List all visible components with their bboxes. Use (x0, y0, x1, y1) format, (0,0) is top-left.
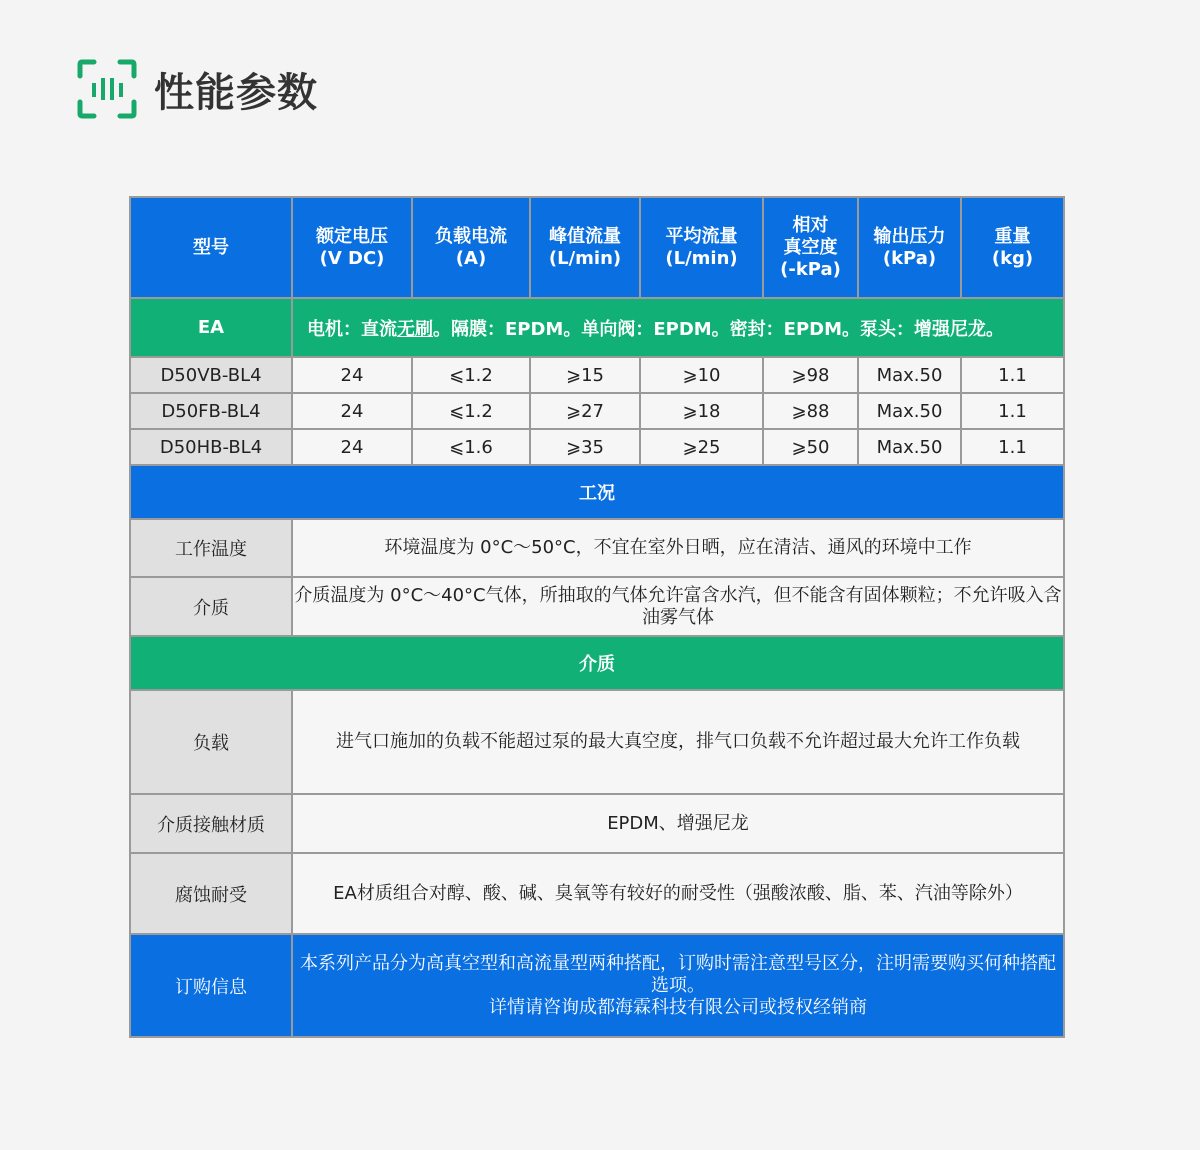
media-row (130, 690, 1064, 794)
row-label: 订购信息 (130, 934, 292, 1037)
table-cell: 24 (292, 429, 412, 465)
table-cell: Max.50 (858, 357, 961, 393)
table-cell: ⩽1.2 (412, 357, 530, 393)
col-header-weight: 重量 (kg) (961, 197, 1064, 298)
section-title: 介质 (130, 636, 1064, 690)
table-cell: 24 (292, 393, 412, 429)
table-cell: 1.1 (961, 357, 1064, 393)
barcode-scan-icon (76, 58, 138, 120)
table-cell: ⩾25 (640, 429, 763, 465)
row-value: EPDM、增强尼龙 (292, 794, 1064, 853)
table-cell: ⩾15 (530, 357, 640, 393)
section-header-media (130, 636, 1064, 690)
spec-table (129, 196, 1065, 1038)
row-label: 介质 (130, 577, 292, 636)
col-header-current: 负载电流 (A) (412, 197, 530, 298)
row-label: 工作温度 (130, 519, 292, 577)
table-row (130, 357, 1064, 393)
row-value: 进气口施加的负载不能超过泵的最大真空度，排气口负载不允许超过最大允许工作负载 (292, 690, 1064, 794)
order-info-row (130, 934, 1064, 1037)
col-header-voltage: 额定电压 (V DC) (292, 197, 412, 298)
order-info-line: 本系列产品分为高真空型和高流量型两种搭配，订购时需注意型号区分，注明需要购买何种搭配选项。 (300, 952, 1056, 996)
col-header-pressure: 输出压力 (kPa) (858, 197, 961, 298)
col-header-model: 型号 (130, 197, 292, 298)
table-cell: Max.50 (858, 393, 961, 429)
table-row (130, 393, 1064, 429)
table-cell: 24 (292, 357, 412, 393)
table-cell: ⩾50 (763, 429, 858, 465)
row-value: 介质温度为 0°C～40°C气体，所抽取的气体允许富含水汽，但不能含有固体颗粒；不允许吸入含油雾气体 (292, 577, 1064, 636)
series-row (130, 298, 1064, 357)
table-cell: ⩾88 (763, 393, 858, 429)
col-header-vacuum: 相对 真空度 (-kPa) (763, 197, 858, 298)
model-cell: D50HB-BL4 (130, 429, 292, 465)
header-row (130, 197, 1064, 298)
col-header-avg-flow: 平均流量 (L/min) (640, 197, 763, 298)
table-cell: ⩽1.6 (412, 429, 530, 465)
row-label: 负载 (130, 690, 292, 794)
table-cell: 1.1 (961, 393, 1064, 429)
row-value: 环境温度为 0°C～50°C，不宜在室外日晒，应在清洁、通风的环境中工作 (292, 519, 1064, 577)
table-cell: ⩽1.2 (412, 393, 530, 429)
page-title: 性能参数 (154, 69, 318, 116)
table-cell: ⩾98 (763, 357, 858, 393)
row-label: 腐蚀耐受 (130, 853, 292, 934)
media-row (130, 853, 1064, 934)
table-cell: ⩾18 (640, 393, 763, 429)
table-cell: ⩾35 (530, 429, 640, 465)
section-title: 工况 (130, 465, 1064, 519)
table-cell: ⩾27 (530, 393, 640, 429)
model-cell: D50FB-BL4 (130, 393, 292, 429)
table-cell: Max.50 (858, 429, 961, 465)
row-value: EA材质组合对醇、酸、碱、臭氧等有较好的耐受性（强酸浓酸、脂、苯、汽油等除外） (292, 853, 1064, 934)
model-cell: D50VB-BL4 (130, 357, 292, 393)
table-cell: ⩾10 (640, 357, 763, 393)
col-header-peak-flow: 峰值流量 (L/min) (530, 197, 640, 298)
condition-row (130, 577, 1064, 636)
order-info-text (292, 934, 1064, 1037)
table-cell: 1.1 (961, 429, 1064, 465)
series-name: EA (130, 298, 292, 357)
condition-row (130, 519, 1064, 577)
page-header (76, 58, 318, 120)
media-row (130, 794, 1064, 853)
series-description: 电机：直流无刷。隔膜：EPDM。单向阀：EPDM。密封：EPDM。泵头：增强尼龙。 (292, 298, 1064, 357)
section-header-conditions (130, 465, 1064, 519)
order-info-line: 详情请咨询成都海霖科技有限公司或授权经销商 (489, 996, 867, 1018)
row-label: 介质接触材质 (130, 794, 292, 853)
table-row (130, 429, 1064, 465)
